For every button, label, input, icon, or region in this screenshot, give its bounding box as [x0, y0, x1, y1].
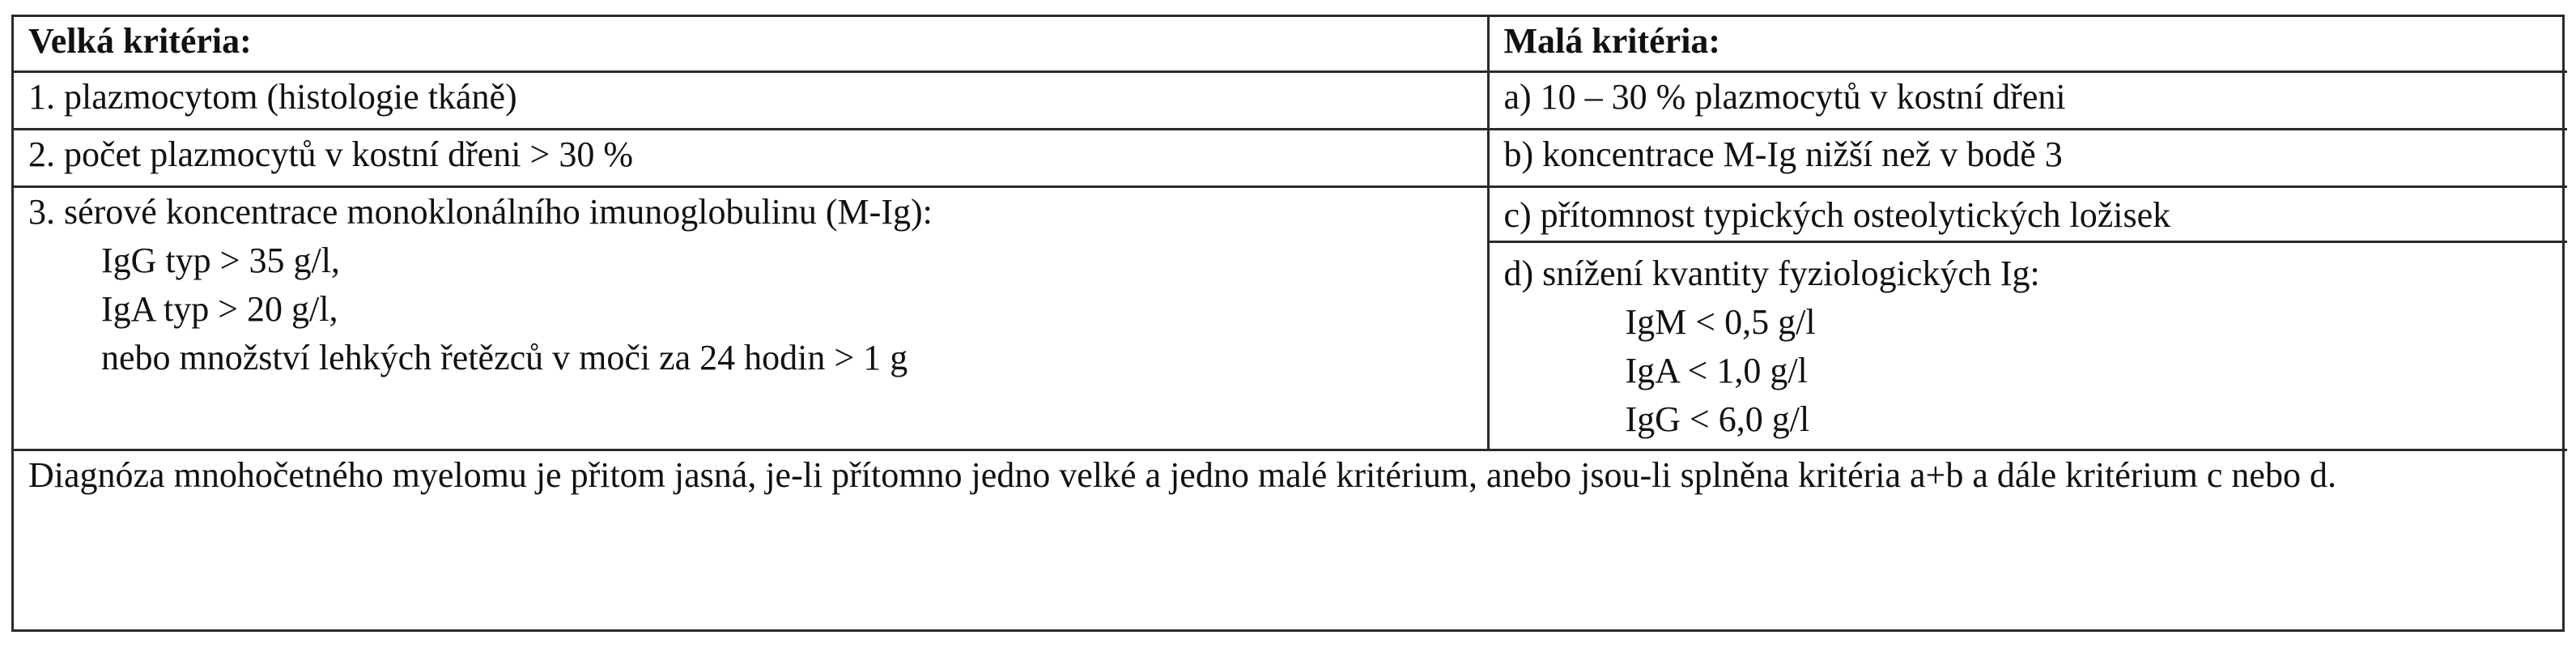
- minor-criterion-a: a) 10 – 30 % plazmocytů v kostní dřeni: [1488, 72, 2567, 130]
- major-criterion-3: 3. sérové koncentrace monoklonálního imunoglobulinu (M-Ig):: [28, 192, 933, 232]
- minor-criteria-header: Malá kritéria:: [1488, 17, 2567, 72]
- major-criteria-header: Velká kritéria:: [14, 17, 1488, 72]
- major-criterion-2: 2. počet plazmocytů v kostní dřeni > 30 %: [14, 130, 1488, 187]
- criteria-table-frame: [11, 15, 2565, 632]
- minor-criteria-cd-cell: [1488, 187, 2567, 450]
- table-header-row: [14, 17, 2567, 72]
- major-criterion-3-iga: IgA typ > 20 g/l,: [101, 289, 338, 329]
- minor-criterion-d: d) snížení kvantity fyziologických Ig:: [1503, 254, 2040, 293]
- table-row: [14, 187, 2567, 450]
- minor-criterion-b: b) koncentrace M-Ig nižší než v bodě 3: [1488, 130, 2567, 187]
- major-criterion-1: 1. plazmocytom (histologie tkáně): [14, 72, 1488, 130]
- major-criterion-3-igg: IgG typ > 35 g/l,: [101, 241, 340, 280]
- diagnostic-criteria-table: [14, 17, 2567, 500]
- minor-criterion-d-igm: IgM < 0,5 g/l: [1625, 302, 1816, 342]
- minor-criterion-d-block: [1490, 243, 2568, 449]
- minor-criterion-d-igg: IgG < 6,0 g/l: [1625, 399, 1810, 439]
- major-criterion-3-light-chains: nebo množství lehkých řetězců v moči za 24 hodin > 1 g: [101, 338, 908, 377]
- table-row: [14, 72, 2567, 130]
- minor-criterion-c: c) přítomnost typických osteolytických ložisek: [1490, 188, 2568, 243]
- major-criterion-3-cell: [14, 187, 1488, 450]
- table-note-row: [14, 450, 2567, 501]
- minor-criterion-d-iga: IgA < 1,0 g/l: [1625, 351, 1808, 390]
- table-row: [14, 130, 2567, 187]
- diagnosis-note: Diagnóza mnohočetného myelomu je přitom jasná, je-li přítomno jedno velké a jedno malé kritérium, anebo jsou-li splněna kritéria a+b a dále kritérium c nebo d.: [14, 450, 2567, 501]
